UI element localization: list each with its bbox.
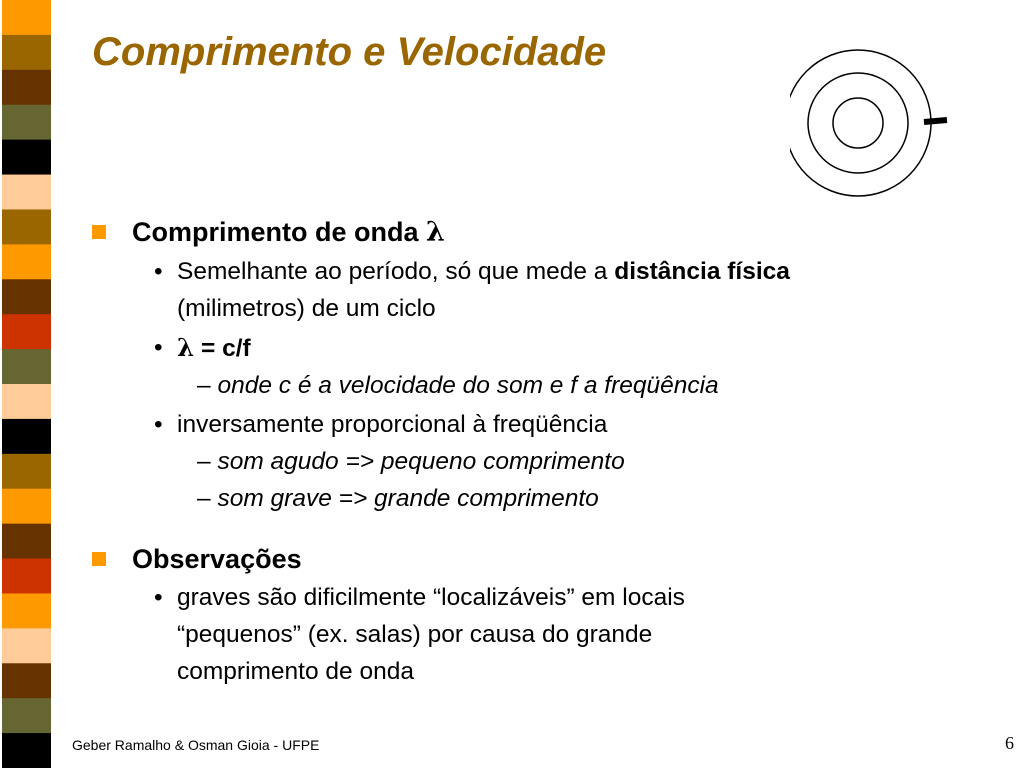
bullet-dot-icon: • <box>154 258 163 285</box>
bullet-item-observation <box>92 579 992 690</box>
dash-icon: – <box>197 448 211 475</box>
stripe-segment <box>2 209 52 245</box>
observation-line-2: “pequenos” (ex. salas) por causa do grande <box>177 621 653 648</box>
stripe-segment <box>2 663 52 699</box>
stripe-segment <box>2 0 52 36</box>
middle-ring <box>808 73 908 173</box>
stripe-segment <box>2 279 52 315</box>
inner-ring <box>833 98 883 148</box>
stripe-segment <box>2 349 52 385</box>
bullet-item-definition <box>92 253 992 327</box>
stripe-segment <box>2 35 52 71</box>
section-heading-wavelength: Comprimento de onda <box>132 217 419 247</box>
formula-lambda: λ <box>177 333 195 362</box>
page-number: 6 <box>1005 733 1014 753</box>
section-observations <box>92 539 992 579</box>
dash-icon: – <box>197 485 211 512</box>
definition-bold: distância física <box>614 258 790 285</box>
definition-text: Semelhante ao período, só que mede a <box>177 258 615 285</box>
square-bullet-icon <box>92 552 106 566</box>
bullet-item-inverse <box>92 406 992 443</box>
formula-text: = c/f <box>194 335 251 362</box>
stripe-segment <box>2 314 52 350</box>
definition-rest: (milimetros) de um ciclo <box>177 295 436 322</box>
bullet-item-formula <box>92 329 992 367</box>
stripe-segment <box>2 140 52 176</box>
section-heading-observations: Observações <box>132 544 302 574</box>
inverse-text: inversamente proporcional à freqüência <box>177 411 608 438</box>
sub-item-low-pitch <box>92 480 992 517</box>
dash-icon: – <box>197 372 211 399</box>
stripe-segment <box>2 384 52 420</box>
stripe-segment <box>2 175 52 211</box>
stripe-segment <box>2 419 52 455</box>
observation-line-3: comprimento de onda <box>177 658 414 685</box>
stripe-segment <box>2 524 52 560</box>
sub-item-high-pitch <box>92 443 992 480</box>
stripe-segment <box>2 559 52 595</box>
stripe-segment <box>2 244 52 280</box>
bullet-dot-icon: • <box>154 411 163 438</box>
stripe-segment <box>2 454 52 490</box>
slide-body <box>92 212 992 690</box>
lambda-symbol: λ <box>426 217 445 248</box>
stripe-segment <box>2 733 52 768</box>
concentric-rings-figure <box>790 48 950 198</box>
slide-footer: Geber Ramalho & Osman Gioia - UFPE <box>72 737 320 753</box>
bullet-dot-icon: • <box>154 334 163 361</box>
stripe-segment <box>2 698 52 734</box>
formula-note-text: onde c é a velocidade do som e f a freqüência <box>217 372 719 399</box>
low-pitch-text: som grave => grande comprimento <box>217 485 599 512</box>
stripe-segment <box>2 628 52 664</box>
observation-line-1: graves são dificilmente “localizáveis” em locais <box>177 584 685 611</box>
section-wavelength <box>92 212 992 253</box>
stripe-segment <box>2 593 52 629</box>
bullet-dot-icon: • <box>154 584 163 611</box>
slide-title: Comprimento e Velocidade <box>92 30 607 74</box>
square-bullet-icon <box>92 225 106 239</box>
stripe-segment <box>2 489 52 525</box>
wavelength-marker <box>924 120 947 122</box>
high-pitch-text: som agudo => pequeno comprimento <box>217 448 625 475</box>
outer-ring <box>790 50 931 196</box>
stripe-segment <box>2 105 52 141</box>
decorative-stripe-bar <box>0 0 54 768</box>
sub-item-formula-note <box>92 367 992 404</box>
stripe-segment <box>2 70 52 106</box>
